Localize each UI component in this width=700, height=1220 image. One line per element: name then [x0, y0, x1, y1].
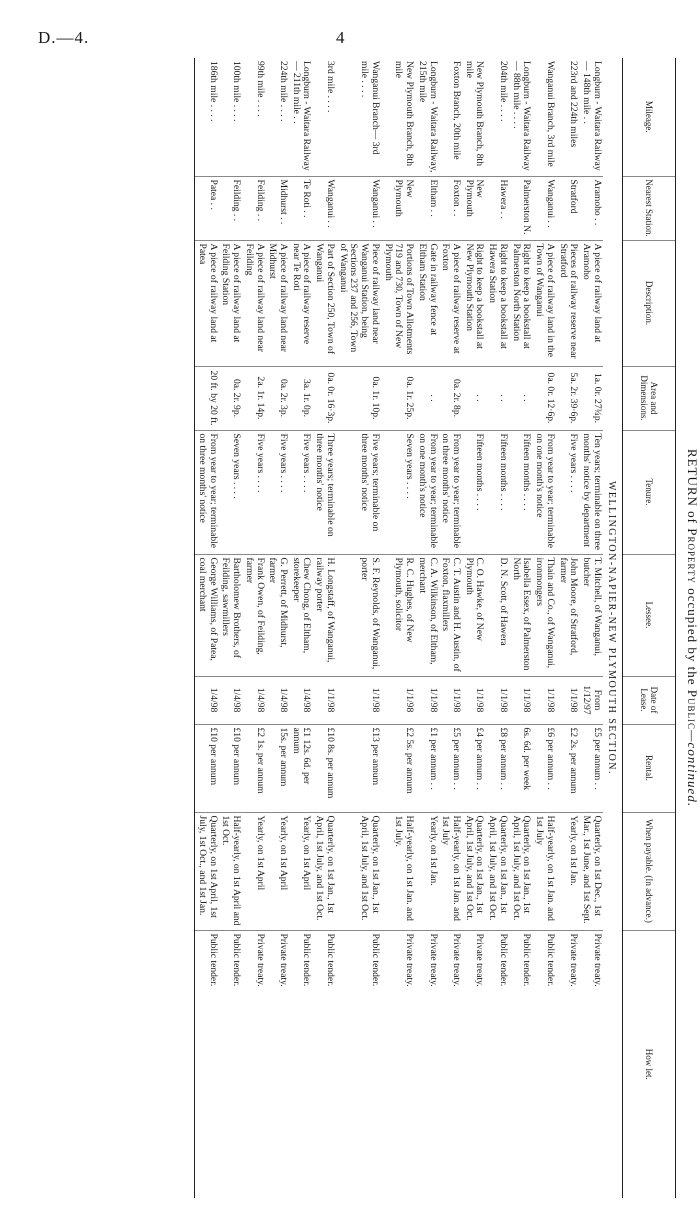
cell-payable: Half-yearly, on 1st April and 1st Oct.: [219, 812, 242, 930]
table-row: [462, 58, 485, 1198]
cell-station: Midhurst . .: [266, 176, 289, 240]
cell-howlet: Private treaty.: [556, 930, 579, 1198]
title-main: Property: [685, 528, 700, 584]
cell-date: 1/4/98: [195, 676, 219, 724]
cell-payable: Yearly, on 1st Jan.: [556, 812, 579, 930]
cell-lessee: R. C. Hughes, of New Plymouth, solicitor: [381, 554, 415, 676]
cell-lessee: George Williams, of Patea, coal merchant: [195, 554, 219, 676]
cell-rental: £2 5s. per annum: [381, 724, 415, 812]
cell-howlet: Private treaty.: [415, 930, 438, 1198]
cell-description: Piece of railway land near Wanganui Station, being Sections 237 and 256, Town of Wanganui: [336, 240, 381, 366]
cell-howlet: Private treaty.: [242, 930, 265, 1198]
cell-tenure: Seven years . . . .: [219, 430, 242, 554]
cell-lessee: D. N. Scott, of Hawera: [485, 554, 508, 676]
cell-date: 1/1/98: [312, 676, 335, 724]
table-row: [195, 58, 219, 1198]
cell-howlet: Private treaty.: [579, 930, 602, 1198]
cell-date: 1/1/98: [509, 676, 532, 724]
cell-description: A piece of railway land near Midhurst: [266, 240, 289, 366]
section-heading-row: [603, 58, 623, 1198]
cell-mileage: Longburn - Waitara Railway— 211th mile . .: [290, 61, 313, 171]
cell-date: 1/1/98: [462, 676, 485, 724]
table-row: [485, 58, 508, 1198]
cell-description: Pieces of railway reserve near Stratford: [556, 240, 579, 366]
cell-tenure: From year to year; terminable on three months' notice: [439, 430, 462, 554]
cell-area: . .: [415, 366, 438, 430]
cell-description: A piece of railway land at Aramoho: [579, 240, 602, 366]
cell-mileage: 3rd mile . . . .: [324, 61, 336, 113]
cell-area: 3a. 1r. 0p.: [289, 366, 312, 430]
section-heading: WELLINGTON-NAPIER-NEW PLYMOUTH SECTION.: [606, 480, 617, 776]
cell-description: Right to keep a bookstall at New Plymouth Station: [462, 240, 485, 366]
cell-description: Part of Section 250, Town of Wanganui: [312, 240, 335, 366]
cell-tenure: Five years . . . .: [556, 430, 579, 554]
table-row: [242, 58, 265, 1198]
cell-lessee: John Moore, of Stratford, farmer: [556, 554, 579, 676]
cell-howlet: Public tender.: [532, 930, 555, 1198]
cell-rental: £1 12s. 6d. per annum: [289, 724, 312, 812]
cell-lessee: Chew Chong, of Eltham, storekeeper: [289, 554, 312, 676]
table-row: [556, 58, 579, 1198]
cell-station: Wanganui . .: [312, 176, 335, 240]
cell-mileage: 204th mile . . . .: [497, 61, 509, 122]
cell-station: Palmerston N.: [509, 176, 532, 240]
cell-howlet: Public tender.: [219, 930, 242, 1198]
cell-tenure: From year to year; terminable on one month's notice: [415, 430, 438, 554]
cell-howlet: Private treaty.: [266, 930, 289, 1198]
cell-rental: £13 per annum: [336, 724, 381, 812]
col-header: Tenure.: [623, 430, 676, 554]
cell-payable: Half-yearly, on 1st Jan. and 1st July: [439, 812, 462, 930]
cell-description: A piece of railway land at Patea: [195, 240, 219, 366]
cell-lessee: T. Mitchell, of Wanganui, butcher: [579, 554, 602, 676]
cell-date: 1/1/98: [415, 676, 438, 724]
cell-mileage: 99th mile . . . .: [254, 61, 266, 117]
cell-lessee: C. O. Hawke, of New Plymouth: [462, 554, 485, 676]
cell-station: Feilding . .: [242, 176, 265, 240]
table-row: [312, 58, 335, 1198]
col-header: When payable. (In advance.): [623, 812, 676, 930]
cell-tenure: Fifteen months . . . .: [509, 430, 532, 554]
col-header: Area and Dimensions.: [623, 366, 676, 430]
cell-tenure: Fifteen months . . . .: [485, 430, 508, 554]
page-number: 4: [336, 28, 345, 47]
cell-description: Right to keep a bookstall at Hawera Station: [485, 240, 508, 366]
property-return-table: [194, 58, 676, 1198]
cell-payable: Yearly, on 1st April: [266, 812, 289, 930]
cell-payable: Yearly, on 1st April: [289, 812, 312, 930]
cell-howlet: Private treaty.: [381, 930, 415, 1198]
cell-lessee: Bartholomew Brothers, of Feilding, sawmillers: [219, 554, 242, 676]
col-header: Rental.: [623, 724, 676, 812]
cell-station: New Plymouth: [462, 176, 485, 240]
cell-area: 0a. 1r. 25p.: [381, 366, 415, 430]
table-row: [219, 58, 242, 1198]
cell-area: 0a. 0r. 12·6p.: [532, 366, 555, 430]
cell-area: . .: [462, 366, 485, 430]
cell-lessee: Frank Owen, of Feilding, farmer: [242, 554, 265, 676]
col-header: Mileage.: [623, 58, 676, 176]
cell-rental: £5 per annum . .: [439, 724, 462, 812]
cell-station: Stratford: [556, 176, 579, 240]
cell-description: A piece of railway land near Feilding: [242, 240, 265, 366]
cell-lessee: H. Longstaff, of Wanganui, railway porter: [312, 554, 335, 676]
cell-area: 20 ft. by 20 ft.: [195, 366, 219, 430]
table-row: [579, 58, 602, 1198]
cell-area: 0a. 2r. 3p.: [266, 366, 289, 430]
table-row: [289, 58, 312, 1198]
cell-tenure: Three years; terminable on three months' notice: [312, 430, 335, 554]
title-prefix: RETURN of: [685, 448, 700, 524]
cell-area: 0a. 2r. 9p.: [219, 366, 242, 430]
cell-mileage: New Plymouth Branch, 8th mile: [463, 61, 486, 166]
cell-description: Gate in railway fence at Eltham Station: [415, 240, 438, 366]
cell-description: A piece of railway reserve at Foxton: [439, 240, 462, 366]
cell-howlet: Public tender.: [312, 930, 335, 1198]
cell-rental: £5 per annum . .: [579, 724, 602, 812]
cell-lessee: C. T. Austin and H. Austin, of Foxton, flaxmillers: [439, 554, 462, 676]
cell-howlet: Public tender.: [195, 930, 219, 1198]
cell-tenure: From year to year; terminable on one month's notice: [532, 430, 555, 554]
col-header: How let.: [623, 930, 676, 1198]
cell-tenure: Ten years; terminable on three months' notice by department: [579, 430, 602, 554]
cell-date: From 1/12/97: [579, 676, 602, 724]
cell-area: 2a. 1r. 14p.: [242, 366, 265, 430]
cell-station: Patea . .: [195, 176, 219, 240]
cell-description: A piece of railway reserve near Te Roti: [289, 240, 312, 366]
table-row: [266, 58, 289, 1198]
rotated-table-block: [72, 58, 700, 1198]
cell-station: Wanganui . .: [336, 176, 381, 240]
cell-rental: £8 per annum . .: [485, 724, 508, 812]
cell-area: 5a. 2r. 39·6p.: [556, 366, 579, 430]
cell-station: Te Roti . .: [289, 176, 312, 240]
header-row: [623, 58, 676, 1198]
cell-area: 1a. 0r. 27¾p.: [579, 366, 602, 430]
page-identifier: D.—4.: [38, 28, 90, 47]
cell-rental: £10 8s. per annum: [312, 724, 335, 812]
cell-mileage: 223rd and 224th miles: [568, 61, 580, 148]
cell-howlet: Public tender.: [336, 930, 381, 1198]
table-title: [684, 58, 700, 1198]
cell-date: 1/4/98: [242, 676, 265, 724]
cell-area: . .: [509, 366, 532, 430]
cell-station: Wanganui . .: [532, 176, 555, 240]
cell-date: 1/1/98: [485, 676, 508, 724]
cell-rental: £2 2s. per annum: [556, 724, 579, 812]
cell-mileage: Wanganui Branch— 3rd mile . . . .: [359, 61, 381, 155]
cell-area: 0a. 1r. 10p.: [336, 366, 381, 430]
cell-description: A piece of railway land at Feilding Station: [219, 240, 242, 366]
cell-rental: £4 per annum . .: [462, 724, 485, 812]
cell-date: 1/4/98: [219, 676, 242, 724]
cell-payable: Quarterly, on 1st Jan., 1st April, 1st July, and 1st Oct.: [462, 812, 485, 930]
cell-payable: Half-yearly, on 1st Jan. and 1st July: [532, 812, 555, 930]
cell-mileage: 224th mile . . . .: [277, 61, 289, 122]
cell-rental: £6 per annum . .: [532, 724, 555, 812]
cell-lessee: C. A. Wilkinson, of Eltham, merchant: [415, 554, 438, 676]
cell-tenure: Five years . . . .: [242, 430, 265, 554]
cell-mileage: New Plymouth Branch, 8th mile: [393, 61, 416, 166]
cell-station: Eltham . .: [415, 176, 438, 240]
cell-description: A piece of railway land in the Town of Wanganui: [532, 240, 555, 366]
cell-howlet: Public tender.: [289, 930, 312, 1198]
cell-tenure: Five years . . . .: [266, 430, 289, 554]
table-row: [381, 58, 415, 1198]
table-row: [509, 58, 532, 1198]
title-suffix: —continued.: [685, 730, 700, 808]
cell-payable: Yearly, on 1st April: [242, 812, 265, 930]
cell-mileage: 186th mile . . . .: [195, 58, 219, 176]
cell-mileage: Wanganui Branch, 3rd mile: [544, 61, 556, 167]
col-header: Description.: [623, 240, 676, 366]
cell-mileage: Foxton Branch, 20th mile: [451, 61, 462, 160]
cell-station: Feilding . .: [219, 176, 242, 240]
cell-description: Right to keep a bookstall at Palmerston North Station: [509, 240, 532, 366]
title-middle: occupied by the: [685, 588, 700, 686]
col-header: Nearest Station.: [623, 176, 676, 240]
cell-rental: £10 per annum: [195, 724, 219, 812]
cell-tenure: Seven years . . . .: [381, 430, 415, 554]
cell-station: Hawera . .: [485, 176, 508, 240]
cell-howlet: Public tender.: [509, 930, 532, 1198]
col-header: Date of Lease.: [623, 676, 676, 724]
title-subject: Public: [685, 689, 700, 730]
cell-payable: Quarterly, on 1st April, 1st July, 1st Oct., and 1st Jan.: [195, 812, 219, 930]
cell-lessee: S. F. Reynolds, of Wanganui, porter: [336, 554, 381, 676]
cell-tenure: Fifteen months . . . .: [462, 430, 485, 554]
cell-payable: Quarterly, on 1st Jan., 1st April, 1st July, and 1st Oct.: [312, 812, 335, 930]
cell-payable: Quarterly, on 1st Jan., 1st April, 1st July, and 1st Oct.: [509, 812, 532, 930]
cell-station: Aramoho . .: [579, 176, 602, 240]
cell-payable: Quarterly, on 1st Jan., 1st April, 1st July, and 1st Oct.: [336, 812, 381, 930]
cell-area: 0a. 0r. 16·3p.: [312, 366, 335, 430]
cell-description: Portions of Town Allotments 719 and 730, Town of New Plymouth: [381, 240, 415, 366]
cell-mileage: Longburn - Waitara Railway, 215th mile: [416, 61, 439, 173]
cell-tenure: From year to year; terminable on three months' notice: [195, 430, 219, 554]
cell-lessee: Thain and Co., of Wanganui, ironmongers: [532, 554, 555, 676]
cell-mileage: 100th mile . . . .: [231, 61, 243, 122]
cell-howlet: Private treaty.: [462, 930, 485, 1198]
cell-payable: Yearly, on 1st Jan.: [415, 812, 438, 930]
cell-rental: £1 per annum . .: [415, 724, 438, 812]
cell-tenure: Five years; terminable on three months' notice: [336, 430, 381, 554]
cell-rental: £10 per annum: [219, 724, 242, 812]
col-header: Lessee.: [623, 554, 676, 676]
cell-station: New Plymouth: [381, 176, 415, 240]
cell-mileage: Longburn - Waitara Railway— 88th mile . . . .: [510, 61, 533, 171]
cell-payable: Quarterly, on 1st Dec., 1st Mar., 1st June, and 1st Sept.: [579, 812, 602, 930]
cell-date: 1/1/98: [532, 676, 555, 724]
table-row: [439, 58, 462, 1198]
cell-howlet: Public tender.: [485, 930, 508, 1198]
cell-area: 0a. 2r. 8p.: [439, 366, 462, 430]
table-row: [532, 58, 555, 1198]
cell-howlet: Private treaty.: [439, 930, 462, 1198]
cell-lessee: Isabella Essex, of Palmerston North: [509, 554, 532, 676]
cell-rental: 6s. 6d. per week: [509, 724, 532, 812]
cell-date: 1/1/98: [439, 676, 462, 724]
cell-date: 1/1/98: [381, 676, 415, 724]
cell-date: 1/1/98: [556, 676, 579, 724]
cell-rental: 15s. per annum: [266, 724, 289, 812]
cell-lessee: G. Perrett, of Midhurst, farmer: [266, 554, 289, 676]
cell-station: Foxton . .: [439, 176, 462, 240]
cell-date: 1/1/98: [336, 676, 381, 724]
table-row: [415, 58, 438, 1198]
cell-payable: Quarterly, on 1st Jan., 1st April, 1st July, and 1st Oct.: [485, 812, 508, 930]
table-row: [336, 58, 381, 1198]
cell-rental: £2 1s. per annum: [242, 724, 265, 812]
cell-tenure: Five years . . . .: [289, 430, 312, 554]
cell-date: 1/4/98: [289, 676, 312, 724]
cell-area: . .: [485, 366, 508, 430]
cell-payable: Half-yearly, on 1st Jan. and 1st July.: [381, 812, 415, 930]
cell-mileage: Longburn - Waitara Railway— 148th mile . .: [581, 61, 603, 171]
cell-date: 1/4/98: [266, 676, 289, 724]
